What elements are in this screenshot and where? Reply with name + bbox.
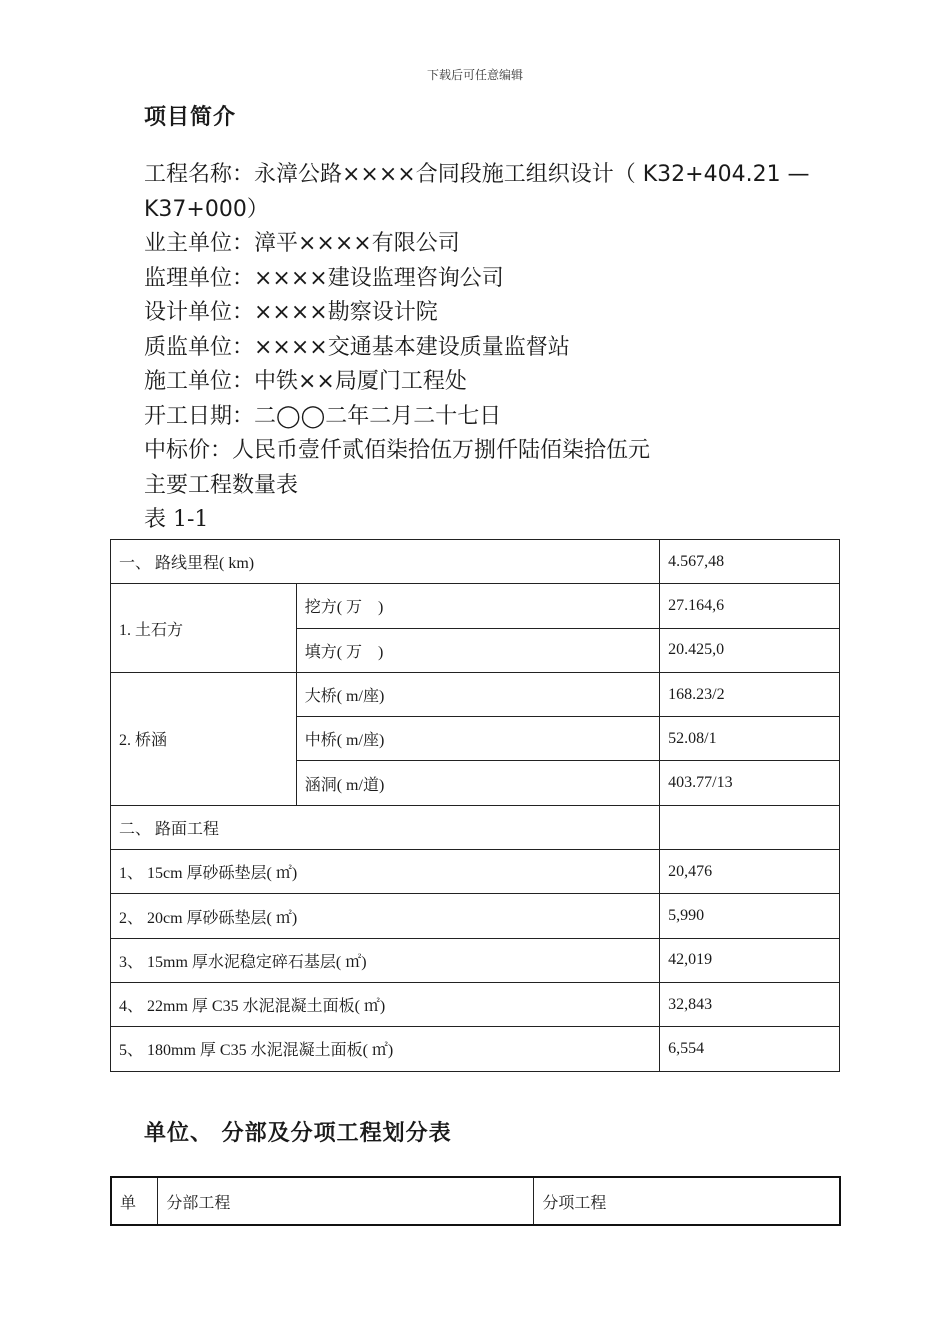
table-cell: [660, 805, 840, 849]
table-cell: 大桥( m/座): [296, 672, 659, 716]
table-cell: 27.164,6: [660, 584, 840, 628]
table-cell: 5、 180mm 厚 C35 水泥混凝土面板( ㎡): [111, 1027, 660, 1071]
table-cell: 一、 路线里程( km): [111, 540, 660, 584]
table-cell: 403.77/13: [660, 761, 840, 805]
table-header-cell: 分项工程: [534, 1177, 840, 1225]
table-cell: 1、 15cm 厚砂砾垫层( ㎡): [111, 850, 660, 894]
design-unit: 设计单位：××××勘察设计院: [144, 300, 438, 325]
table-cell: 20.425,0: [660, 628, 840, 672]
section-title-project-intro: 项目简介: [144, 105, 237, 130]
table-header-cell: 单: [111, 1177, 158, 1225]
project-info: [144, 158, 824, 538]
table-cell: 4、 22mm 厚 C35 水泥混凝土面板( ㎡): [111, 982, 660, 1026]
table-cell: 填方( 万 ): [296, 628, 659, 672]
table-cell: 二、 路面工程: [111, 805, 660, 849]
bid-price: 中标价：人民币壹仟贰佰柒拾伍万捌仟陆佰柒拾伍元: [144, 438, 651, 463]
table-row: [111, 938, 840, 982]
table-cell: 中桥( m/座): [296, 717, 659, 761]
table-cell: 4.567,48: [660, 540, 840, 584]
table-cell: 涵洞( m/道): [296, 761, 659, 805]
contractor-unit: 施工单位：中铁××局厦门工程处: [144, 369, 467, 394]
table-cell: 3、 15mm 厚水泥稳定碎石基层( ㎡): [111, 938, 660, 982]
start-date: 开工日期：二◯◯二年二月二十七日: [144, 403, 502, 429]
table-header-cell: 分部工程: [158, 1177, 534, 1225]
table-cell: 168.23/2: [660, 672, 840, 716]
table-number: 表 1-1: [144, 507, 209, 532]
table-cell: 52.08/1: [660, 717, 840, 761]
table-cell: 2、 20cm 厚砂砾垫层( ㎡): [111, 894, 660, 938]
table-cell: 20,476: [660, 850, 840, 894]
table-cell: 32,843: [660, 982, 840, 1026]
table-row: [111, 1027, 840, 1071]
section-title-division: 单位、 分部及分项工程划分表: [144, 1121, 452, 1146]
quality-unit: 质监单位：××××交通基本建设质量监督站: [144, 334, 570, 360]
division-table: [110, 1176, 841, 1226]
supervisor-unit: 监理单位：××××建设监理咨询公司: [144, 265, 504, 291]
table-cell: 5,990: [660, 894, 840, 938]
table-row: [111, 584, 840, 628]
table-row: [111, 850, 840, 894]
quantity-table-title: 主要工程数量表: [144, 472, 299, 498]
owner-unit: 业主单位：漳平××××有限公司: [144, 231, 460, 256]
table-cell: 42,019: [660, 938, 840, 982]
quantity-table: [110, 539, 840, 1072]
table-row: [111, 540, 840, 584]
table-cell: 1. 土石方: [111, 584, 297, 673]
project-name: 工程名称：永漳公路××××合同段施工组织设计（ K32+404.21 —K37+000）: [144, 162, 810, 222]
table-cell: 挖方( 万 ): [296, 584, 659, 628]
header-note: 下载后可任意编辑: [426, 68, 523, 82]
table-row: [111, 672, 840, 716]
table-row: [111, 1177, 840, 1225]
table-row: [111, 894, 840, 938]
table-cell: 2. 桥涵: [111, 672, 297, 805]
table-row: [111, 805, 840, 849]
table-cell: 6,554: [660, 1027, 840, 1071]
table-row: [111, 982, 840, 1026]
